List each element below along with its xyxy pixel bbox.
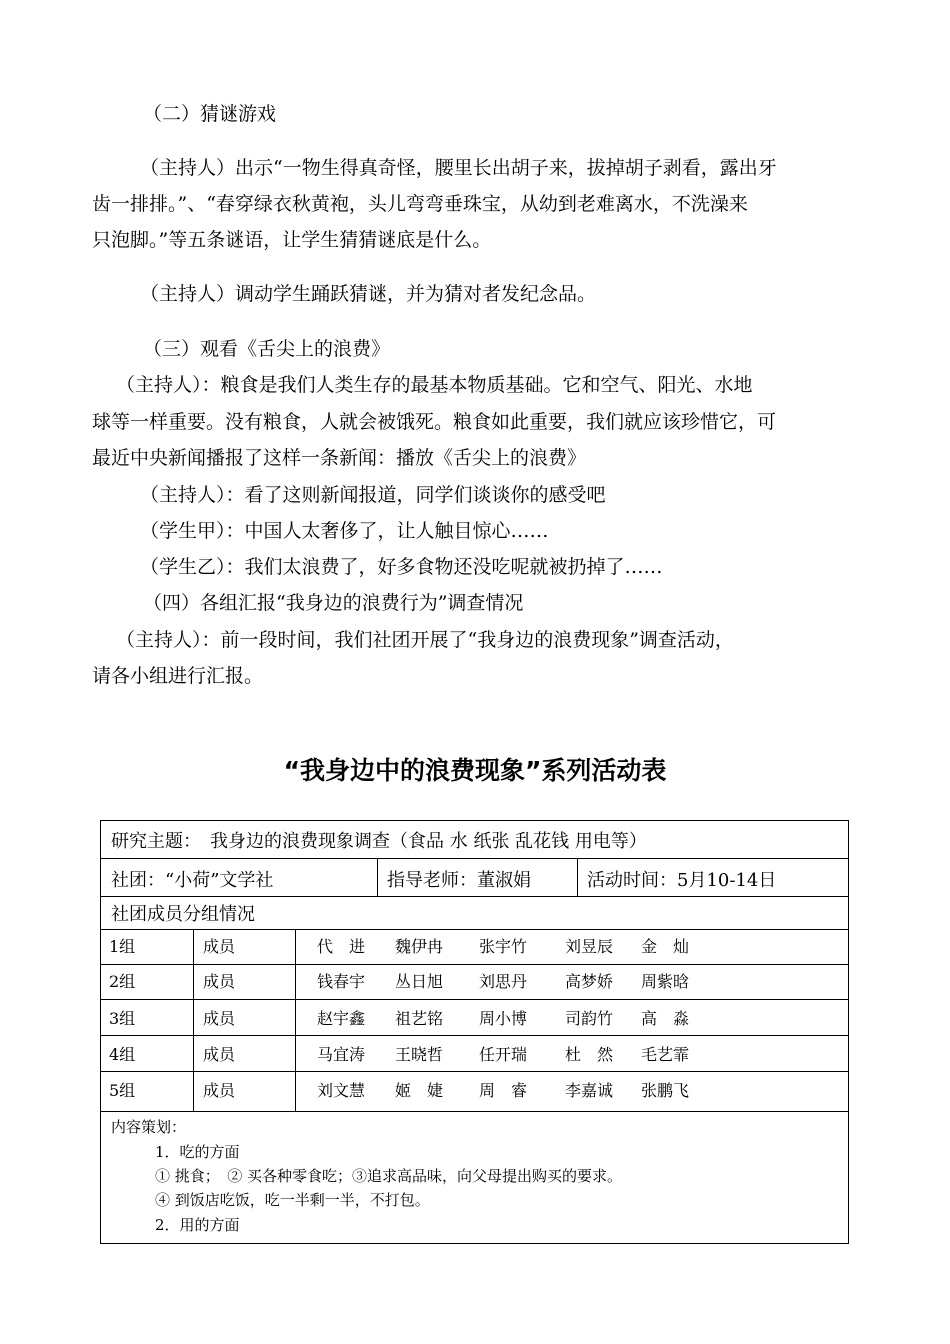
- table-rule: [101, 1111, 848, 1112]
- section-heading-4: （四）各组汇报“我身边的浪费行为”调查情况: [143, 592, 524, 614]
- table-rule: [377, 858, 378, 896]
- paragraph-line: （学生甲）：中国人太奢侈了，让人触目惊心……: [140, 520, 549, 542]
- table-rule: [101, 896, 848, 897]
- member-name: 周紫晗: [641, 972, 690, 991]
- paragraph-line: （学生乙）：我们太浪费了，好多食物还没吃呢就被扔掉了……: [140, 556, 663, 578]
- activity-table: [100, 820, 849, 1244]
- section-heading-3: （三）观看《舌尖上的浪费》: [143, 338, 391, 360]
- member-name: 丛日旭: [395, 972, 444, 991]
- member-name: 周小博: [479, 1009, 528, 1028]
- table-rule: [101, 999, 848, 1000]
- member-name: 张鹏飞: [641, 1081, 690, 1100]
- paragraph-line: （主持人）：粮食是我们人类生存的最基本物质基础。它和空气、阳光、水地: [116, 374, 753, 396]
- group-number: 4组: [109, 1045, 136, 1064]
- section-heading-2: （二）猜谜游戏: [143, 103, 277, 125]
- member-name: 周 睿: [479, 1081, 528, 1100]
- member-name: 李嘉诚: [565, 1081, 614, 1100]
- group-label: 成员: [203, 1081, 236, 1100]
- group-label: 成员: [203, 1045, 236, 1064]
- content-line: 1．吃的方面: [155, 1143, 240, 1161]
- teacher-name: 指导老师：董淑娟: [387, 870, 531, 891]
- group-label: 成员: [203, 972, 236, 991]
- member-name: 刘文慧: [317, 1081, 366, 1100]
- content-line: ① 挑食； ② 买各种零食吃；③追求高品味，向父母提出购买的要求。: [155, 1167, 623, 1185]
- paragraph-line: 请各小组进行汇报。: [92, 665, 264, 687]
- table-rule: [577, 858, 578, 896]
- content-line: ④ 到饭店吃饭，吃一半剩一半，不打包。: [155, 1191, 430, 1209]
- member-name: 马宜涛: [317, 1045, 366, 1064]
- member-name: 赵宇鑫: [317, 1009, 366, 1028]
- member-name: 高梦娇: [565, 972, 614, 991]
- group-number: 3组: [109, 1009, 136, 1028]
- table-rule: [101, 1071, 848, 1072]
- activity-time: 活动时间：5月10-14日: [587, 870, 777, 891]
- content-heading: 内容策划：: [111, 1118, 187, 1136]
- paragraph-line: （主持人）调动学生踊跃猜谜，并为猜对者发纪念品。: [140, 283, 597, 305]
- member-name: 王晓哲: [395, 1045, 444, 1064]
- member-name: 刘思丹: [479, 972, 528, 991]
- member-name: 钱春宇: [317, 972, 366, 991]
- group-number: 2组: [109, 972, 136, 991]
- club-name: 社团：“小荷”文学社: [111, 870, 274, 891]
- member-name: 代 进: [317, 937, 366, 956]
- member-name: 姬 婕: [395, 1081, 444, 1100]
- group-number: 1组: [109, 937, 136, 956]
- paragraph-line: 最近中央新闻播报了这样一条新闻：播放《舌尖上的浪费》: [92, 447, 587, 469]
- groups-heading: 社团成员分组情况: [111, 904, 255, 925]
- member-name: 任开瑞: [479, 1045, 528, 1064]
- paragraph-line: （主持人）出示“一物生得真奇怪，腰里长出胡子来，拔掉胡子剥看，露出牙: [140, 157, 777, 179]
- member-name: 杜 然: [565, 1045, 614, 1064]
- paragraph-line: 齿一排排。”、“春穿绿衣秋黄袍，头儿弯弯垂珠宝，从幼到老难离水，不洗澡来: [92, 193, 748, 215]
- group-number: 5组: [109, 1081, 136, 1100]
- paragraph-line: （主持人）：看了这则新闻报道，同学们谈谈你的感受吧: [140, 484, 606, 506]
- table-rule: [101, 964, 848, 965]
- table-rule: [295, 929, 296, 1111]
- member-name: 司韵竹: [565, 1009, 614, 1028]
- member-name: 毛艺霏: [641, 1045, 690, 1064]
- member-name: 金 灿: [641, 937, 690, 956]
- group-label: 成员: [203, 937, 236, 956]
- research-topic: 研究主题： 我身边的浪费现象调查（食品 水 纸张 乱花钱 用电等）: [111, 831, 647, 852]
- group-label: 成员: [203, 1009, 236, 1028]
- member-name: 高 淼: [641, 1009, 690, 1028]
- content-line: 2．用的方面: [155, 1216, 240, 1234]
- table-rule: [101, 929, 848, 930]
- paragraph-line: 只泡脚。”等五条谜语，让学生猜猜谜底是什么。: [92, 229, 492, 251]
- table-rule: [193, 929, 194, 1111]
- member-name: 张宇竹: [479, 937, 528, 956]
- table-rule: [101, 1035, 848, 1036]
- member-name: 魏伊冉: [395, 937, 444, 956]
- member-name: 刘昱辰: [565, 937, 614, 956]
- member-name: 祖艺铭: [395, 1009, 444, 1028]
- paragraph-line: 球等一样重要。没有粮食，人就会被饿死。粮食如此重要，我们就应该珍惜它，可: [92, 411, 777, 433]
- table-title: “我身边中的浪费现象”系列活动表: [283, 756, 667, 785]
- paragraph-line: （主持人）：前一段时间，我们社团开展了“我身边的浪费现象”调查活动，: [116, 629, 734, 651]
- table-rule: [101, 858, 848, 859]
